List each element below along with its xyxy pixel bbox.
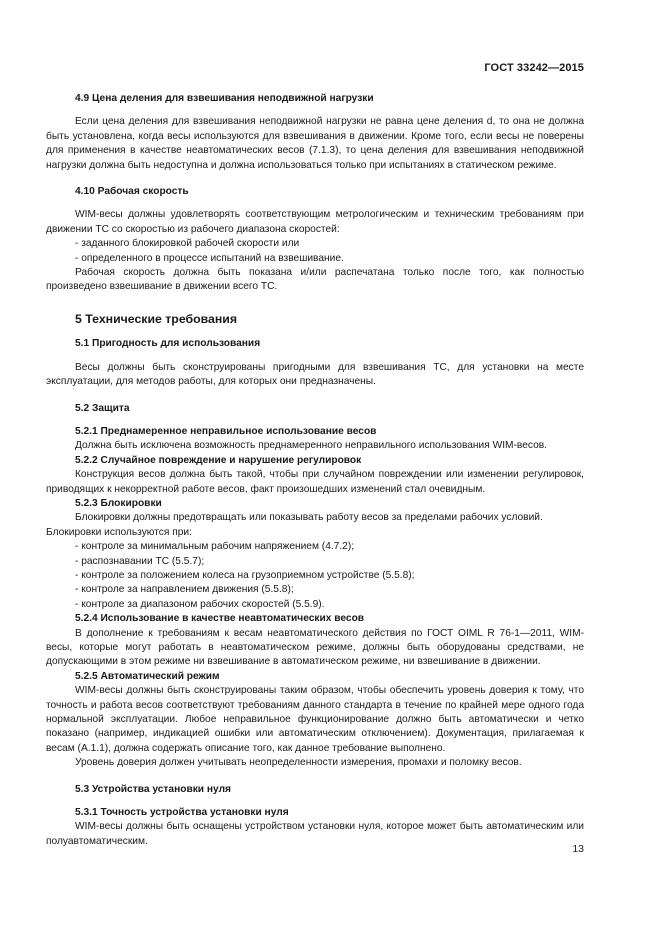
section-5-heading: 5 Технические требования [75,311,237,326]
document-id-header: ГОСТ 33242—2015 [484,62,584,74]
section-5-3-heading: 5.3 Устройства установки нуля [75,783,231,795]
section-5-1-heading: 5.1 Пригодность для использования [75,338,261,350]
section-5-2-1-paragraph: Должна быть исключена возможность преднамеренного неправильного использования WIM-весов. [75,440,547,452]
section-4-9-heading: 4.9 Цена деления для взвешивания неподвижной нагрузки [75,93,374,104]
section-4-9-paragraph: Если цена деления для взвешивания неподвижной нагрузки не равна цене деления d, то она не должна быть установлена, когда весы используются для взвешивания в движении. Кроме того, если весы не поверены для применения в качестве неавтоматических весов (7.1.3), то цена деления для взвешивания неподвижной нагрузки должна быть недоступна и должна использоваться только при испытаниях в статическом режиме. [46,116,584,171]
section-5-2-3-list-item: - контроле за направлением движения (5.5.8); [75,584,294,596]
section-5-3-1-heading: 5.3.1 Точность устройства установки нуля [75,807,289,819]
section-5-2-3-list-item: - контроле за диапазоном рабочих скоростей (5.5.9). [75,598,325,610]
section-5-2-1-heading: 5.2.1 Преднамеренное неправильное использование весов [75,425,377,437]
section-5-2-3-list-item: - контроле за минимальным рабочим напряжением (4.7.2); [75,541,355,553]
section-5-2-5-heading: 5.2.5 Автоматический режим [75,670,220,682]
section-5-2-4-paragraph: В дополнение к требованиям к весам неавтоматического действия по ГОСТ OIML R 76-1—2011, WIM-весы, которые могут работать в неавтоматическом режиме, должны быть оборудованы средствами, не допускающими в этом режиме ни взвешивание в автоматическом режиме, ни взвешивание в движении. [46,627,584,668]
section-5-2-3-heading: 5.2.3 Блокировки [75,497,162,509]
section-5-2-4-heading: 5.2.4 Использование в качестве неавтоматических весов [75,613,365,625]
section-4-10-list-item: - определенного в процессе испытаний на взвешивание. [75,252,344,264]
section-5-3-1-paragraph: WIM-весы должны быть оснащены устройством установки нуля, которое может быть автоматическим или полуавтоматическим. [46,821,584,847]
document-body [46,92,584,849]
section-5-2-heading: 5.2 Защита [75,402,130,414]
section-5-2-2-heading: 5.2.2 Случайное повреждение и нарушение регулировок [75,454,362,466]
section-5-1-paragraph: Весы должны быть сконструированы пригодными для взвешивания ТС, для установки на месте эксплуатации, для методов работы, для которых они предназначены. [46,361,584,388]
page-number: 13 [572,843,584,855]
section-5-2-3-list-item: - контроле за положением колеса на грузоприемном устройстве (5.5.8); [75,569,415,581]
section-4-10-list-item: - заданного блокировкой рабочей скорости или [75,238,300,250]
section-5-2-5-paragraph-1: WIM-весы должны быть сконструированы таким образом, чтобы обеспечить уровень доверия к тому, что точность и работа весов соответствуют требованиям данного стандарта в течение по крайней мере одного года нормальной эксплуатации. Любое неправильное функционирование должно быть автоматически и четко показано (например, индикацией ошибки или автоматическим отключением). Документация, прилагаемая к весам (А.1.1), должна содержать описание того, как данное требование выполнено. [46,685,584,754]
section-5-2-3-paragraph-2: Блокировки используются при: [46,526,192,538]
section-5-2-3-paragraph-1: Блокировки должны предотвращать или показывать работу весов за пределами рабочих условий. [75,512,543,524]
section-4-10-paragraph-1: WIM-весы должны удовлетворять соответствующим метрологическим и техническим требованиям при движении ТС со скоростью из рабочего диапазона скоростей: [46,209,584,235]
section-4-10-heading: 4.10 Рабочая скорость [75,186,189,198]
section-5-2-5-paragraph-2: Уровень доверия должен учитывать неопределенности измерения, промахи и поломку весов. [75,757,522,769]
section-4-10-paragraph-2: Рабочая скорость должна быть показана и/или распечатана только после того, как полностью произведено взвешивание в движении всего ТС. [46,267,584,293]
section-5-2-2-paragraph: Конструкция весов должна быть такой, чтобы при случайном повреждении или изменении регулировок, приводящих к некорректной работе весов, факт произошедших изменений стал очевидным. [46,469,584,495]
section-5-2-3-list-item: - распознавании ТС (5.5.7); [75,555,205,567]
